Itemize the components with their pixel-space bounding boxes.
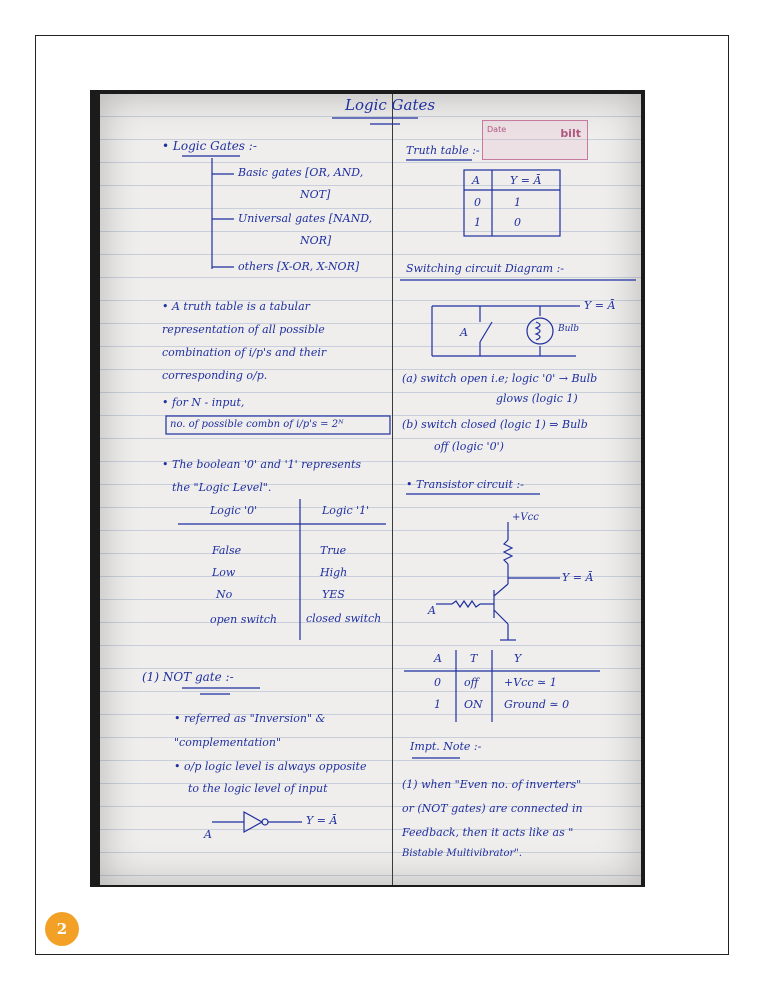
switch-output-label: Y = Ā: [584, 299, 616, 312]
stamp-date-label: Date: [487, 125, 507, 134]
aty-header-a: A: [434, 652, 442, 665]
page-title: Logic Gates: [345, 96, 436, 114]
truth-header-y: Y = Ā: [510, 174, 542, 187]
switch-note-b-2: off (logic '0'): [434, 440, 504, 453]
level-row-0-col-0: False: [212, 544, 242, 557]
n-input-note: • for N - input,: [162, 396, 245, 409]
stamp-logo: bilt: [560, 127, 581, 140]
switching-circuit-heading: Switching circuit Diagram :-: [406, 262, 564, 275]
not-symbol-input: A: [204, 828, 212, 841]
not-point-2: "complementation": [174, 736, 282, 749]
notebook-page: [100, 94, 641, 885]
truth-row-1-a: 1: [474, 216, 481, 229]
transistor-circuit-heading: • Transistor circuit :-: [406, 478, 524, 491]
truth-table-definition-3: combination of i/p's and their: [162, 346, 327, 359]
not-symbol-output: Y = Ā: [306, 814, 338, 827]
level-row-2-col-0: No: [216, 588, 233, 601]
truth-table-definition-2: representation of all possible: [162, 323, 325, 336]
aty-header-t: T: [470, 652, 478, 665]
truth-row-1-y: 0: [514, 216, 521, 229]
level-row-1-col-1: High: [320, 566, 348, 579]
truth-table-definition-4: corresponding o/p.: [162, 369, 268, 382]
transistor-output-label: Y = Ā: [562, 571, 594, 584]
switch-input-label: A: [460, 326, 468, 339]
impt-note-line-4: Bistable Multivibrator".: [402, 848, 523, 859]
not-gate-heading: (1) NOT gate :-: [142, 670, 234, 684]
aty-row-0-t: off: [464, 676, 479, 689]
level-header-1: Logic '1': [322, 504, 370, 517]
page-number-badge: 2: [45, 912, 79, 946]
impt-note-heading: Impt. Note :-: [410, 740, 482, 753]
aty-row-1-t: ON: [464, 698, 483, 711]
level-row-2-col-1: YES: [322, 588, 345, 601]
boolean-note-2: the "Logic Level".: [172, 481, 272, 494]
not-point-4: to the logic level of input: [188, 782, 328, 795]
level-header-0: Logic '0': [210, 504, 258, 517]
impt-note-line-2: or (NOT gates) are connected in: [402, 802, 583, 815]
tree-universal-line-2: NOR]: [300, 234, 332, 247]
switch-note-a-2: glows (logic 1): [496, 392, 578, 405]
switch-note-a-1: (a) switch open i.e; logic '0' → Bulb: [402, 372, 598, 385]
transistor-vcc-label: +Vcc: [512, 512, 539, 523]
level-row-3-col-1: closed switch: [306, 612, 382, 625]
level-row-3-col-0: open switch: [210, 613, 277, 626]
level-row-1-col-0: Low: [212, 566, 236, 579]
aty-row-0-y: +Vcc ≃ 1: [504, 676, 557, 689]
aty-header-y: Y: [514, 652, 522, 665]
logic-gates-heading: • Logic Gates :-: [162, 139, 257, 153]
truth-row-0-a: 0: [474, 196, 481, 209]
level-row-0-col-1: True: [320, 544, 347, 557]
tree-others: others [X-OR, X-NOR]: [238, 260, 360, 273]
aty-row-1-y: Ground ≃ 0: [504, 698, 570, 711]
truth-row-0-y: 1: [514, 196, 521, 209]
not-point-3: • o/p logic level is always opposite: [174, 760, 367, 773]
truth-table-heading: Truth table :-: [406, 144, 480, 157]
aty-row-1-a: 1: [434, 698, 441, 711]
truth-header-a: A: [472, 174, 480, 187]
transistor-input-label: A: [428, 604, 436, 617]
impt-note-line-3: Feedback, then it acts like as ": [402, 826, 574, 839]
switch-note-b-1: (b) switch closed (logic 1) ⇒ Bulb: [402, 418, 588, 431]
aty-row-0-a: 0: [434, 676, 441, 689]
truth-table-definition-1: • A truth table is a tabular: [162, 300, 310, 313]
notebook-photo: [90, 90, 645, 887]
impt-note-line-1: (1) when "Even no. of inverters": [402, 778, 582, 791]
not-point-1: • referred as "Inversion" &: [174, 712, 326, 725]
tree-universal-line-1: Universal gates [NAND,: [238, 212, 373, 225]
tree-basic-line-1: Basic gates [OR, AND,: [238, 166, 364, 179]
combination-formula: no. of possible combn of i/p's = 2ᴺ: [170, 419, 344, 430]
tree-basic-line-2: NOT]: [300, 188, 331, 201]
boolean-note-1: • The boolean '0' and '1' represents: [162, 458, 362, 471]
bulb-label: Bulb: [558, 324, 580, 334]
